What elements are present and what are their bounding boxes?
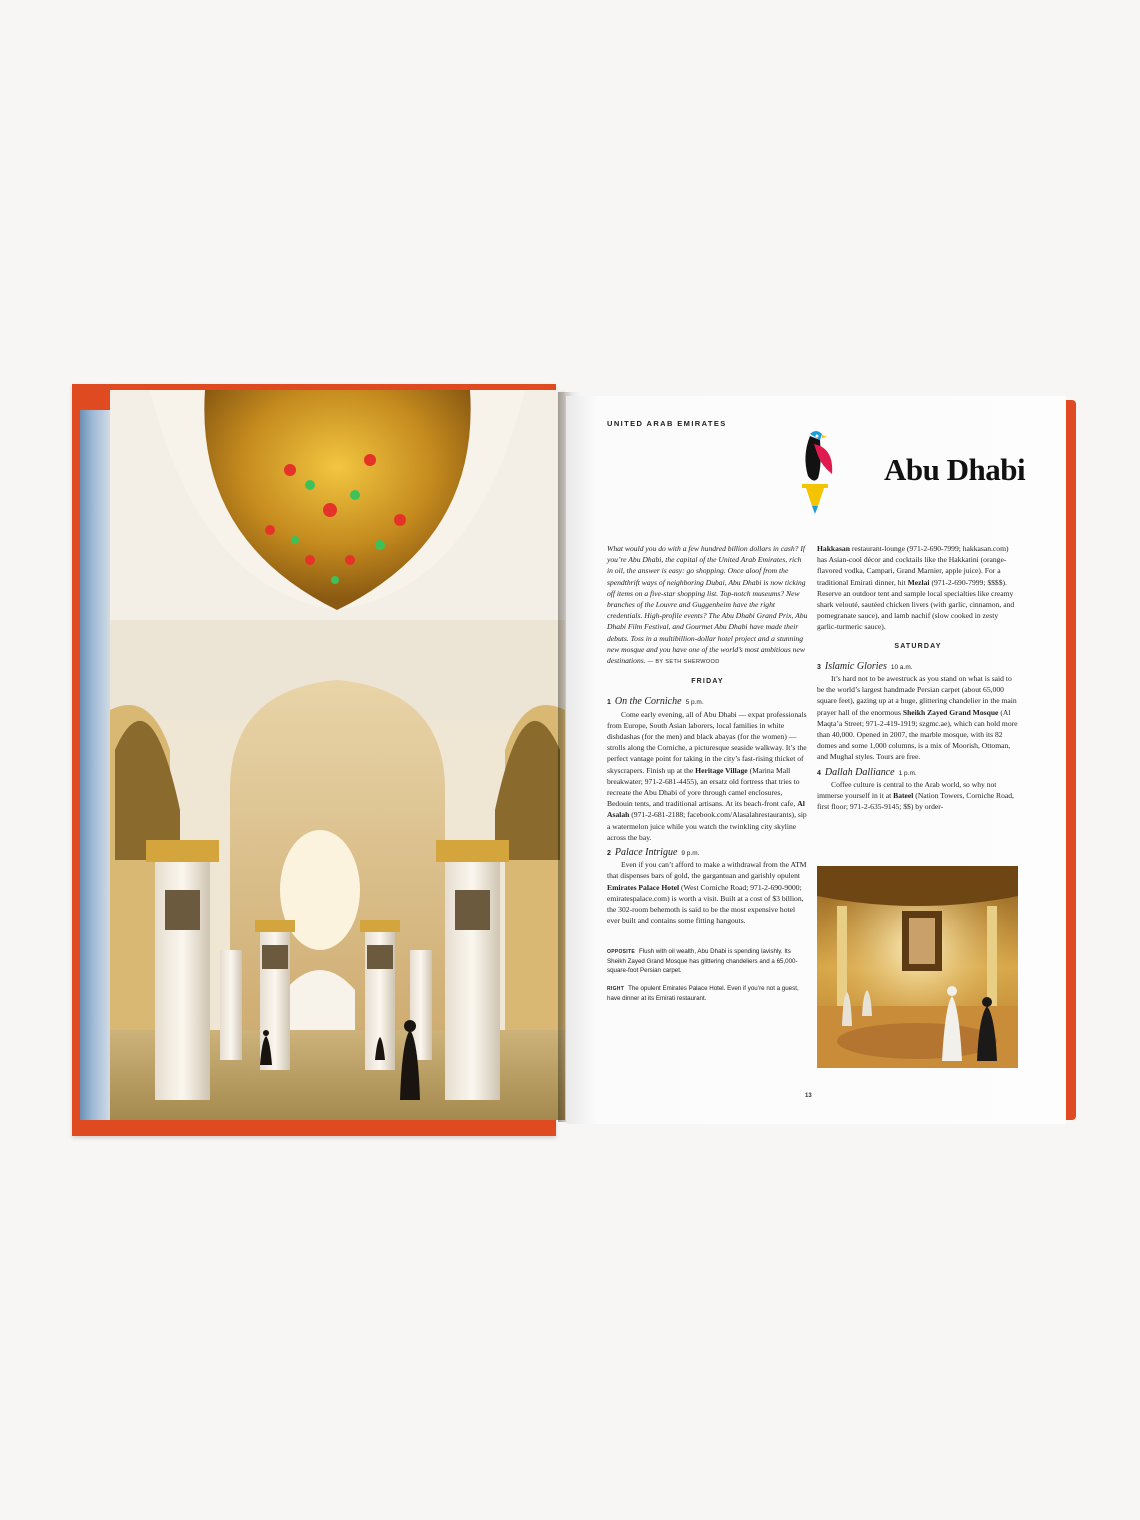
body-text: (Al Maqta’a Street; 971-2-419-1919; szgmc.ae), which can hold more than 40,000. Opened in 2007, the marble mosque, with its 82 domes and some 1,000 columns, is a mix of Moorish, Ottoman, and Mughal styles. Tours are free.: [817, 707, 1018, 762]
item-body-2: [607, 859, 808, 926]
caption-right: [607, 984, 808, 1003]
item-name: Dallah Dalliance: [824, 766, 895, 778]
venue-name: Heritage Village: [695, 765, 748, 775]
item-heading-3: [817, 661, 1019, 673]
venue-name: Emirates Palace Hotel: [607, 882, 680, 892]
body-text: (Marina Mall breakwater; 971-2-681-4455), an ersatz old fortress that tries to recreate the Abu Dhabi of yore through camel enclosures, Bedouin tents, and traditional artisans. At its beach-front cafe,: [607, 765, 800, 809]
item-name: On the Corniche: [614, 696, 682, 708]
item-body-1: [607, 709, 808, 843]
intro-text: What would you do with a few hundred billion dollars in cash? If you’re Abu Dhabi, the capital of the United Arab Emirates, rich in oil, the answer is easy: go shopping. Once aloof from the spendthrift ways of neighboring Dubai, Abu Dhabi is now ticking off items on a five-star shopping list. Top-notch museums? New branches of the Louvre and Guggenheim have the right credentials. High-profile events? The Abu Dhabi Grand Prix, Abu Dhabi Film Festival, and Gourmet Abu Dhabi have made their debuts. Toss in a multibillion-dollar hotel project and a stunning new mosque and you have one of the world’s most ambitious new destinations.: [607, 544, 808, 666]
item-number: 2: [607, 850, 611, 858]
caption-opposite: [607, 947, 808, 975]
venue-name: Al Asalah: [607, 799, 805, 820]
body-text: Even if you can’t afford to make a withdrawal from the ATM that dispenses bars of gold, the gargantuan and garishly opulent: [607, 860, 807, 881]
item-time: 10 a.m.: [890, 663, 913, 671]
item-number: 4: [817, 769, 821, 777]
body-text: (Nation Towers, Corniche Road, first floor; 971-2-635-9145; $$) by order-: [817, 791, 1014, 812]
mosque-interior-photo: [110, 390, 565, 1120]
continued-paragraph: [817, 543, 1019, 633]
section-label: UNITED ARAB EMIRATES: [607, 419, 727, 428]
text-column-right: [817, 543, 1019, 812]
mosque-illustration: [110, 390, 565, 1120]
venue-name: Hakkasan: [817, 544, 850, 553]
venue-name: Mezlai: [907, 577, 930, 587]
item-time: 1 p.m.: [898, 769, 917, 777]
item-heading-2: [607, 847, 808, 859]
item-number: 1: [607, 699, 611, 707]
body-text: restaurant-lounge (971-2-690-7999; hakkasan.com) has Asian-cool décor and cocktails like the Hakkatini (orange-flavored vodka, Campari, Grand Marnier, apple juice). For a traditional Emirati dinner, hit: [817, 544, 1009, 587]
item-name: Islamic Glories: [824, 660, 887, 672]
item-body-3: [817, 673, 1019, 763]
text-column-left: [607, 543, 808, 1003]
caption-text: Flush with oil wealth, Abu Dhabi is spending lavishly. Its Sheikh Zayed Grand Mosque has glittering chandeliers and a 65,000-square-foot Persian carpet.: [607, 947, 798, 974]
item-time: 5 p.m.: [685, 699, 704, 707]
body-text: (971-2-690-7999; $$$$). Reserve an outdoor tent and sample local specialties like creamy shark velouté, sautéed chicken livers (with garlic, cinnamon, and pomegranate sauce), and lamb nachif (slow cooked in zesty garlic-turmeric sauce).: [817, 577, 1015, 632]
page-number: 13: [805, 1093, 812, 1099]
day-heading-saturday: SATURDAY: [894, 642, 942, 650]
page-title: Abu Dhabi: [884, 452, 1026, 487]
caption-text: The opulent Emirates Palace Hotel. Even if you’re not a guest, have dinner at its Emirati restaurant.: [607, 984, 799, 1002]
item-name: Palace Intrigue: [614, 847, 678, 859]
body-text: Coffee culture is central to the Arab world, so why not immerse yourself in it at: [817, 779, 997, 801]
day-heading-friday: FRIDAY: [691, 678, 724, 686]
body-text: (West Corniche Road; 971-2-690-9000; emiratespalace.com) is worth a visit. Built at a cost of $3 billion, the 302-room behemoth is said to be the most expensive hotel ever built and contains some fitting hangouts.: [607, 882, 804, 926]
falcon-icon: [792, 426, 836, 516]
item-time: 9 p.m.: [681, 850, 700, 858]
hotel-illustration: [817, 866, 1018, 1068]
venue-name: Bateel: [893, 791, 914, 801]
hotel-lobby-photo: [817, 866, 1018, 1068]
intro-paragraph: [607, 543, 808, 668]
body-text: It’s hard not to be awestruck as you stand on what is said to be the world’s largest handmade Persian carpet (about 65,000 square feet), gazing up at a huge, glittering chandelier in the main prayer hall of the enormous: [817, 674, 1017, 717]
body-text: (971-2-681-2188; facebook.com/Alasalahrestaurants), sip a watermelon juice while you watch the twinkling city skyline across the bay.: [607, 810, 807, 842]
item-heading-4: [817, 767, 1019, 779]
caption-tag: OPPOSITE: [607, 948, 635, 955]
body-text: Come early evening, all of Abu Dhabi — expat professionals from Europe, South Asian laborers, local families in white dishdashas (for the men) and black abayas (for the women) — strolls along the Corniche, a picturesque seaside walkway. It’s the perfect vantage point for taking in the city’s fast-rising thicket of skyscrapers. Finish up at the: [607, 709, 807, 775]
item-number: 3: [817, 663, 821, 671]
byline: — BY SETH SHERWOOD: [647, 659, 720, 666]
page-edges: [80, 410, 112, 1120]
item-heading-1: [607, 696, 808, 708]
venue-name: Sheikh Zayed Grand Mosque: [902, 707, 999, 717]
caption-tag: RIGHT: [607, 985, 625, 992]
item-body-4: [817, 779, 1019, 813]
